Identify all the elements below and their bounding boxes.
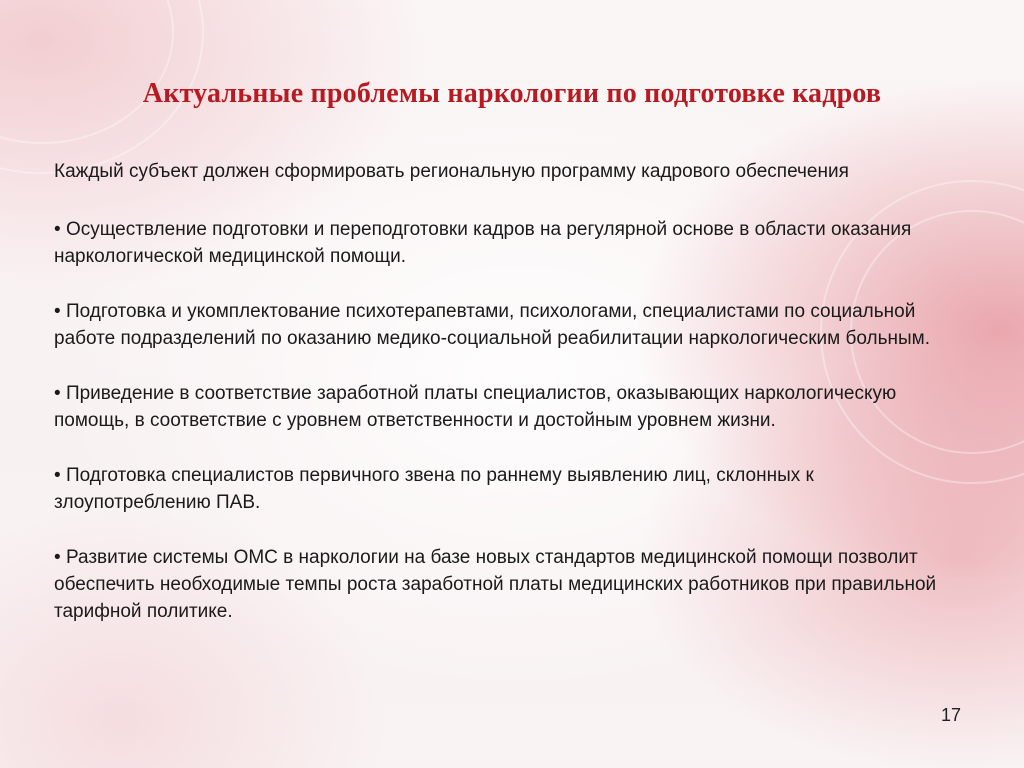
bullet-item xyxy=(54,216,964,270)
bullet-marker: • xyxy=(54,301,61,322)
bullet-marker: • xyxy=(54,465,61,486)
bullet-item xyxy=(54,544,964,625)
bullet-text: Подготовка и укомплектование психотерапевтами, психологами, специалистами по социальной работе подразделений по оказанию медико-социальной реабилитации наркологическим больным. xyxy=(54,301,931,349)
slide-body xyxy=(54,158,964,653)
bullet-text: Развитие системы ОМС в наркологии на базе новых стандартов медицинской помощи позволит обеспечить необходимые темпы роста заработной платы медицинских работников при правильной тарифной политике. xyxy=(54,547,937,622)
bullet-marker: • xyxy=(54,547,61,568)
intro-paragraph: Каждый субъект должен сформировать региональную программу кадрового обеспечения xyxy=(54,161,849,182)
bullet-text: Приведение в соответствие заработной платы специалистов, оказывающих наркологическую помощь, в соответствие с уровнем ответственности и достойным уровнем жизни. xyxy=(54,383,897,431)
bullet-marker: • xyxy=(54,219,61,240)
bullet-item xyxy=(54,462,964,516)
page-number: 17 xyxy=(941,705,962,725)
bullet-text: Осуществление подготовки и переподготовки кадров на регулярной основе в области оказания наркологической медицинской помощи. xyxy=(54,219,912,267)
bullet-item xyxy=(54,298,964,352)
bullet-marker: • xyxy=(54,383,61,404)
slide-title: Актуальные проблемы наркологии по подготовке кадров xyxy=(142,78,882,109)
bullet-item xyxy=(54,380,964,434)
bullet-text: Подготовка специалистов первичного звена по раннему выявлению лиц, склонных к злоупотреблению ПАВ. xyxy=(54,465,814,513)
